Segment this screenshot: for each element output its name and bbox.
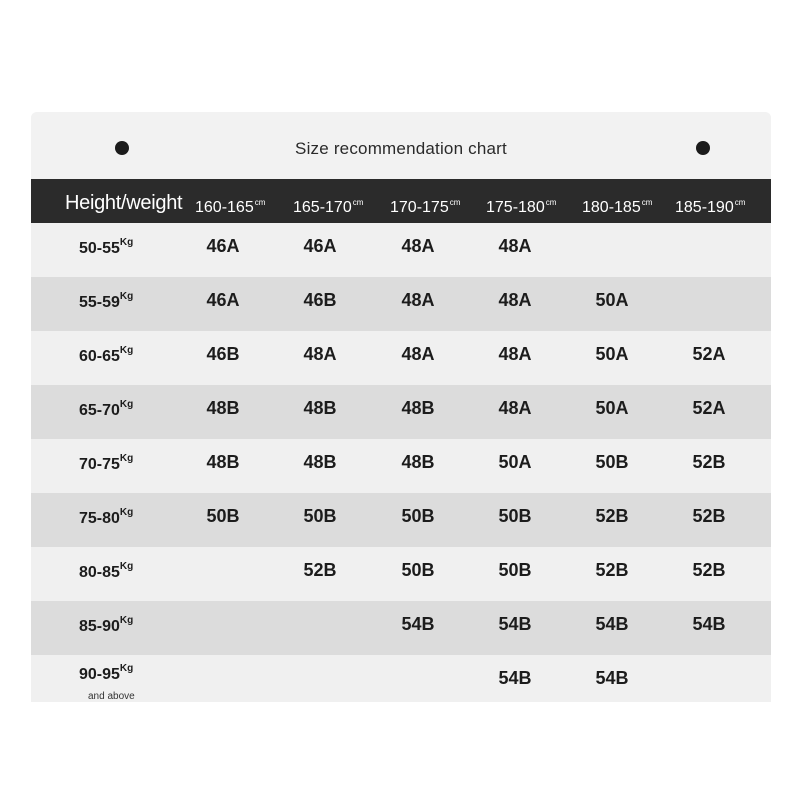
size-cell: 52B [595,506,629,526]
size-cell: 50A [498,452,532,472]
weight-label: $80-85^{Kg}$ [79,561,134,581]
size-cell: 54B [498,668,532,688]
size-cell: 48B [401,398,435,418]
weight-note: and above [88,691,135,702]
size-cell: 48A [498,398,532,418]
table-row [31,385,771,439]
table-row [31,493,771,547]
size-cell: 52A [692,398,726,418]
size-cell: 54B [692,614,726,634]
height-column-header: $185-190^{cm}$ [675,198,746,216]
size-cell: 50B [303,506,337,526]
weight-label: $65-70^{Kg}$ [79,399,134,419]
size-cell: 50B [498,506,532,526]
size-cell: 52A [692,344,726,364]
size-cell: 48A [498,290,532,310]
size-cell: 52B [692,560,726,580]
size-cell: 46B [206,344,240,364]
title-bar [31,112,771,179]
table-row [31,439,771,493]
size-cell: 46B [303,290,337,310]
size-cell: 46A [206,290,240,310]
weight-label: $60-65^{Kg}$ [79,345,134,365]
table-row [31,223,771,277]
height-column-header: $170-175^{cm}$ [390,198,461,216]
size-cell: 48B [303,398,337,418]
size-cell: 48A [498,344,532,364]
size-cell: 54B [595,614,629,634]
size-cell: 48A [401,236,435,256]
size-cell: 50B [206,506,240,526]
chart-title: Size recommendation chart [295,139,507,158]
height-column-header: $160-165^{cm}$ [195,198,266,216]
weight-label: $50-55^{Kg}$ [79,237,134,257]
height-column-header: $180-185^{cm}$ [582,198,653,216]
size-cell: 46A [303,236,337,256]
table-row [31,331,771,385]
size-cell: 48B [303,452,337,472]
size-cell: 50B [498,560,532,580]
size-cell: 52B [692,506,726,526]
size-cell: 48A [401,290,435,310]
size-cell: 54B [498,614,532,634]
size-cell: 48A [498,236,532,256]
size-cell: 54B [401,614,435,634]
size-cell: 48A [401,344,435,364]
weight-label: $85-90^{Kg}$ [79,615,134,635]
size-cell: 50A [595,290,629,310]
size-cell: 48B [206,452,240,472]
table-row [31,277,771,331]
table-row [31,547,771,601]
size-cell: 50A [595,398,629,418]
size-cell: 48A [303,344,337,364]
size-cell: 50A [595,344,629,364]
height-column-header: $175-180^{cm}$ [486,198,557,216]
header-corner-label: Height/weight [65,192,183,214]
weight-label: $55-59^{Kg}$ [79,291,134,311]
weight-label: $90-95^{Kg}$ [79,663,134,683]
size-cell: 50B [401,506,435,526]
weight-label: $75-80^{Kg}$ [79,507,134,527]
size-cell: 48B [206,398,240,418]
size-chart-card [31,112,771,702]
table-row [31,601,771,655]
table-row [31,655,771,702]
punch-hole-right [696,141,710,155]
weight-label: $70-75^{Kg}$ [79,453,134,473]
height-column-header: $165-170^{cm}$ [293,198,364,216]
size-cell: 48B [401,452,435,472]
size-cell: 52B [303,560,337,580]
size-cell: 50B [595,452,629,472]
size-cell: 52B [595,560,629,580]
table-body [31,223,771,702]
size-cell: 54B [595,668,629,688]
size-cell: 50B [401,560,435,580]
table-header-row [31,179,771,223]
size-cell: 52B [692,452,726,472]
size-cell: 46A [206,236,240,256]
